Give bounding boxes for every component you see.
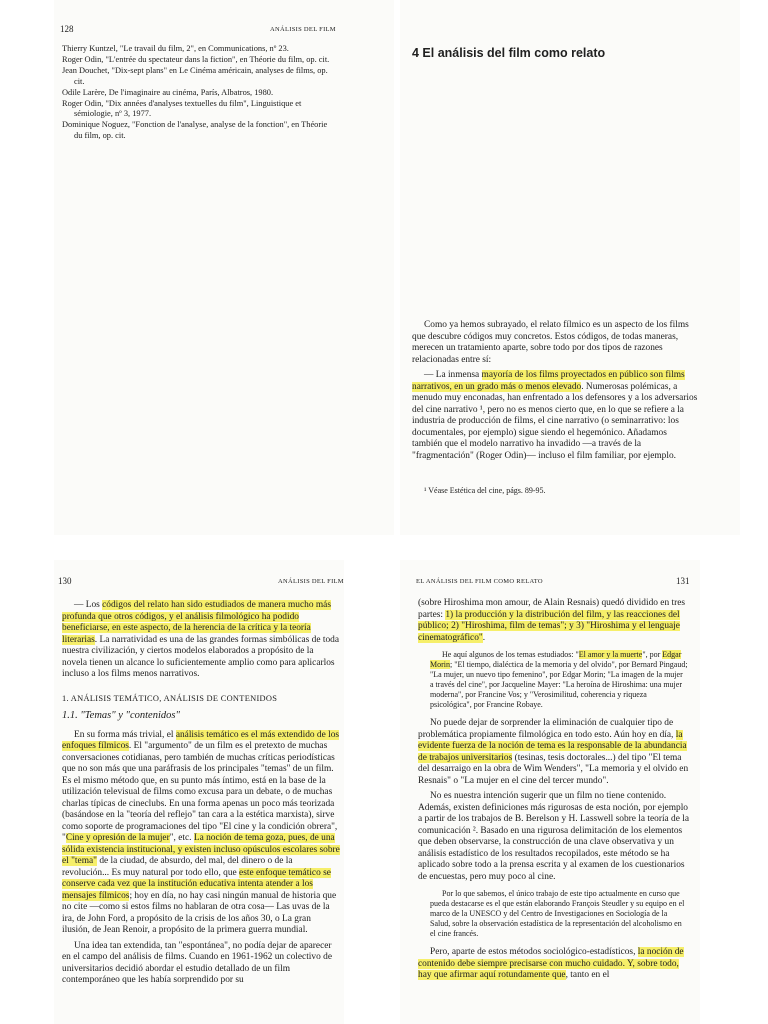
page-129 — [400, 0, 740, 535]
page-128 — [54, 0, 394, 535]
page-130 — [54, 560, 344, 1024]
bibliography-entry: Thierry Kuntzel, "Le travail du film, 2", en Communications, nº 23. — [62, 44, 289, 53]
bibliography-list — [62, 44, 334, 142]
page-separator — [0, 535, 768, 560]
paragraph: (sobre Hiroshima mon amour, de Alain Resnais) quedó dividido en tres partes: 1) la producción y la distribución del film, y las reacciones del público; 2) "Hiroshima, film de temas"; y 3) "Hiroshima y el lenguaje cinematográfico". — [418, 598, 686, 643]
bibliography-entry: Roger Odin, "L'entrée du spectateur dans la fiction", en Théorie du film, op. cit. — [62, 55, 330, 65]
page-number: 131 — [676, 576, 690, 586]
paragraph: No puede dejar de sorprender la eliminación de cualquier tipo de problemática propiamente filmológica en todo esto. Aún hoy en día, la evidente fuerza de la noción de tema es la responsable de la abundancia de trabajos universitarios (tesinas, tesis doctorales...) del tipo "El tema del desarraigo en la obra de Wim Wenders", "La memoria y el olvido en Resnais" o "La mujer en el cine del tercer mundo". — [418, 718, 689, 786]
running-header: ANÁLISIS DEL FILM — [278, 578, 344, 585]
highlight: 1) la producción y la distribución del film, y las reacciones del público; 2) "Hiroshima, film de temas"; y 3) "Hiroshima y el lenguaje cinematográfico" — [418, 609, 680, 643]
page-131 — [400, 560, 700, 1024]
bibliography-entry: Roger Odin, "Dix années d'analyses textuelles du film", Linguistique et sémiologie, nº 3, 1977. — [62, 99, 302, 119]
body-text — [418, 598, 694, 986]
paragraph: No es nuestra intención sugerir que un film no tiene contenido. Además, existen definiciones más rigurosas de esta noción, por ejemplo a partir de los trabajos de B. Berelson y H. Lasswell sobre la teoría de la comunicación ². Basado en una rigurosa delimitación de los elementos que deben observarse, la construcción de una clave observativa y un análisis estadístico de los resultados recopilados, este método se ha aplicado sobre todo a la prensa escrita y al examen de los cuestionarios de encuestas, pero muy poco al cine. — [418, 791, 690, 882]
block-quote: He aquí algunos de los temas estudiados: "El amor y la muerte", por Edgar Morin; "El tiempo, dialéctica de la memoria y del olvido", por Bernard Pingaud; "La mujer, un nuevo tipo femenino", por Edgar Morin; "La imagen de la mujer a través del cine", por Jacqueline Mayer: "La heroína de Hiroshima: una mujer moderna", por Francine Vos; y "Verosimilitud, coherencia y riqueza psicológica", por Francine Robaye. — [430, 650, 688, 709]
paragraph: — Los códigos del relato han sido estudiados de manera mucho más profunda que otros códigos, y el análisis filmológico ha podido beneficiarse, en este aspecto, de la herencia de la crítica y la teoría literarias. La narratividad es una de las grandes formas simbólicas de toda nuestra civilización, y ciertos modelos elaborados a propósito de la novela tienen un alcance lo suficientemente amplio como para aplicarlos incluso a los films menos narrativos. — [62, 600, 339, 679]
highlight: mayoría de los films proyectados en público son films narrativos, en un grado más o menos elevado — [412, 370, 685, 392]
chapter-intro — [412, 320, 698, 466]
body-text — [62, 600, 340, 991]
highlight: análisis temático es el más extendido de los enfoques fílmicos — [62, 729, 340, 751]
bibliography-entry: Dominique Noguez, "Fonction de l'analyse, analyse de la fonction", en Théorie du film, op. cit. — [62, 120, 328, 140]
footnote: ¹ Véase Estética del cine, págs. 89-95. — [424, 486, 546, 495]
paragraph: Una idea tan extendida, tan "espontánea", no podía dejar de aparecer en el campo del análisis de films. Cuando en 1961-1962 un colectivo de universitarios decidió abordar el estudio detallado de un film contemporáneo que les había sorprendido por su — [62, 940, 332, 985]
running-header: ANÁLISIS DEL FILM — [270, 26, 336, 33]
highlight: Cine y opresión de la mujer — [65, 833, 170, 843]
highlight: la noción de contenido debe siempre precisarse con mucho cuidado. Y, sobre todo, hay que afirmar aquí rotundamente que — [418, 947, 684, 980]
highlight: este enfoque temático se conserve cada vez que la institución educativa intenta atender a los mensajes fílmicos — [62, 867, 331, 901]
highlight: Edgar Morin — [430, 650, 682, 669]
paragraph: Pero, aparte de estos métodos sociológico-estadísticos, la noción de contenido debe siempre precisarse con mucho cuidado. Y, sobre todo, hay que afirmar aquí rotundamente que, tanto en el — [418, 947, 684, 980]
paragraph: — La inmensa mayoría de los films proyectados en público son films narrativos, en un grado más o menos elevado. Numerosas polémicas, a menudo muy enconadas, han enfrentado a los defensores y a los adversarios del cine narrativo ¹, pero no es menos cierto que, en lo que se refiere a la industria de producción de films, el cine narrativo (o seminarrativo: los documentales, por ejemplo) sigue siendo el hegemónico. Añadamos también que el modelo narrativo ha invadido —a través de la "fragmentación" (Roger Odin)— incluso el film familiar, por ejemplo. — [412, 370, 698, 461]
paragraph: Como ya hemos subrayado, el relato fílmico es un aspecto de los films que descubre códigos muy concretos. Estos códigos, de todas maneras, merecen un tratamiento aparte, sobre todo por dos tipos de razones relacionadas entre sí: — [412, 320, 689, 365]
running-header: EL ANÁLISIS DEL FILM COMO RELATO — [416, 578, 543, 585]
highlight: El amor y la muerte — [578, 650, 643, 659]
block-quote: Por lo que sabemos, el único trabajo de este tipo actualmente en curso que pueda destacarse es el que están elaborando François Steudler y su equipo en el marco de la UNESCO y del Centro de Investigaciones en Sociología de la Salud, sobre la observación estadística de la representación del alcoholismo en el cine francés. — [430, 889, 685, 938]
page-number: 128 — [60, 24, 74, 34]
page-number: 130 — [58, 576, 72, 586]
bibliography-entry: Odile Larère, De l'imaginaire au cinéma, París, Albatros, 1980. — [62, 87, 274, 97]
highlight: códigos del relato han sido estudiados de manera mucho más profunda que otros códigos, y el análisis filmológico ha podido beneficiarse, en este aspecto, de la herencia de la crítica y la teoría literarias — [62, 600, 331, 645]
subsection-heading: 1.1. "Temas" y "contenidos" — [62, 710, 180, 721]
section-heading: 1. ANÁLISIS TEMÁTICO, ANÁLISIS DE CONTENIDOS — [62, 693, 278, 703]
paragraph: En su forma más trivial, el análisis temático es el más extendido de los enfoques fílmicos. El "argumento" de un film es el pretexto de muchas conversaciones cotidianas, pero también de muchas críticas periodísticas que no son más que una paráfrasis de los principales "temas" de un film. Es el mismo método que, en su punto más íntimo, está en la base de la utilización televisual de films como excusa para un debate, o de muchas charlas típicas de cineclubs. En una forma apenas un poco más teorizada (basándose en la "teoría del reflejo" tan cara a la estética marxista), sirve como soporte de programaciones del tipo "El cine y la condición obrera", "Cine y opresión de la mujer", etc. La noción de tema goza, pues, de una sólida existencia institucional, y existen incluso opúsculos escolares sobre el "tema" de la ciudad, de absurdo, del mal, del dinero o de la revolución... Es muy natural por todo ello, que este enfoque temático se conserve cada vez que la institución educativa intenta atender a los mensajes fílmicos; hoy en día, no hay casi ningún manual de historia que no cite —como si estos films no hablaran de otra cosa— Las uvas de la ira, de John Ford, a propósito de la crisis de los años 30, o La gran ilusión, de Jean Renoir, a propósito de la primera guerra mundial. — [62, 729, 340, 935]
chapter-title: 4 El análisis del film como relato — [412, 46, 606, 60]
highlight: La noción de tema goza, pues, de una sólida existencia institucional, y existen incluso opúsculos escolares sobre el "tema" — [62, 833, 340, 866]
highlight: la evidente fuerza de la noción de tema es la responsable de la abundancia de trabajos universitarios — [418, 729, 687, 763]
bibliography-entry: Jean Douchet, "Dix-sept plans" en Le Cinéma américain, analyses de films, op. cit. — [62, 66, 328, 86]
